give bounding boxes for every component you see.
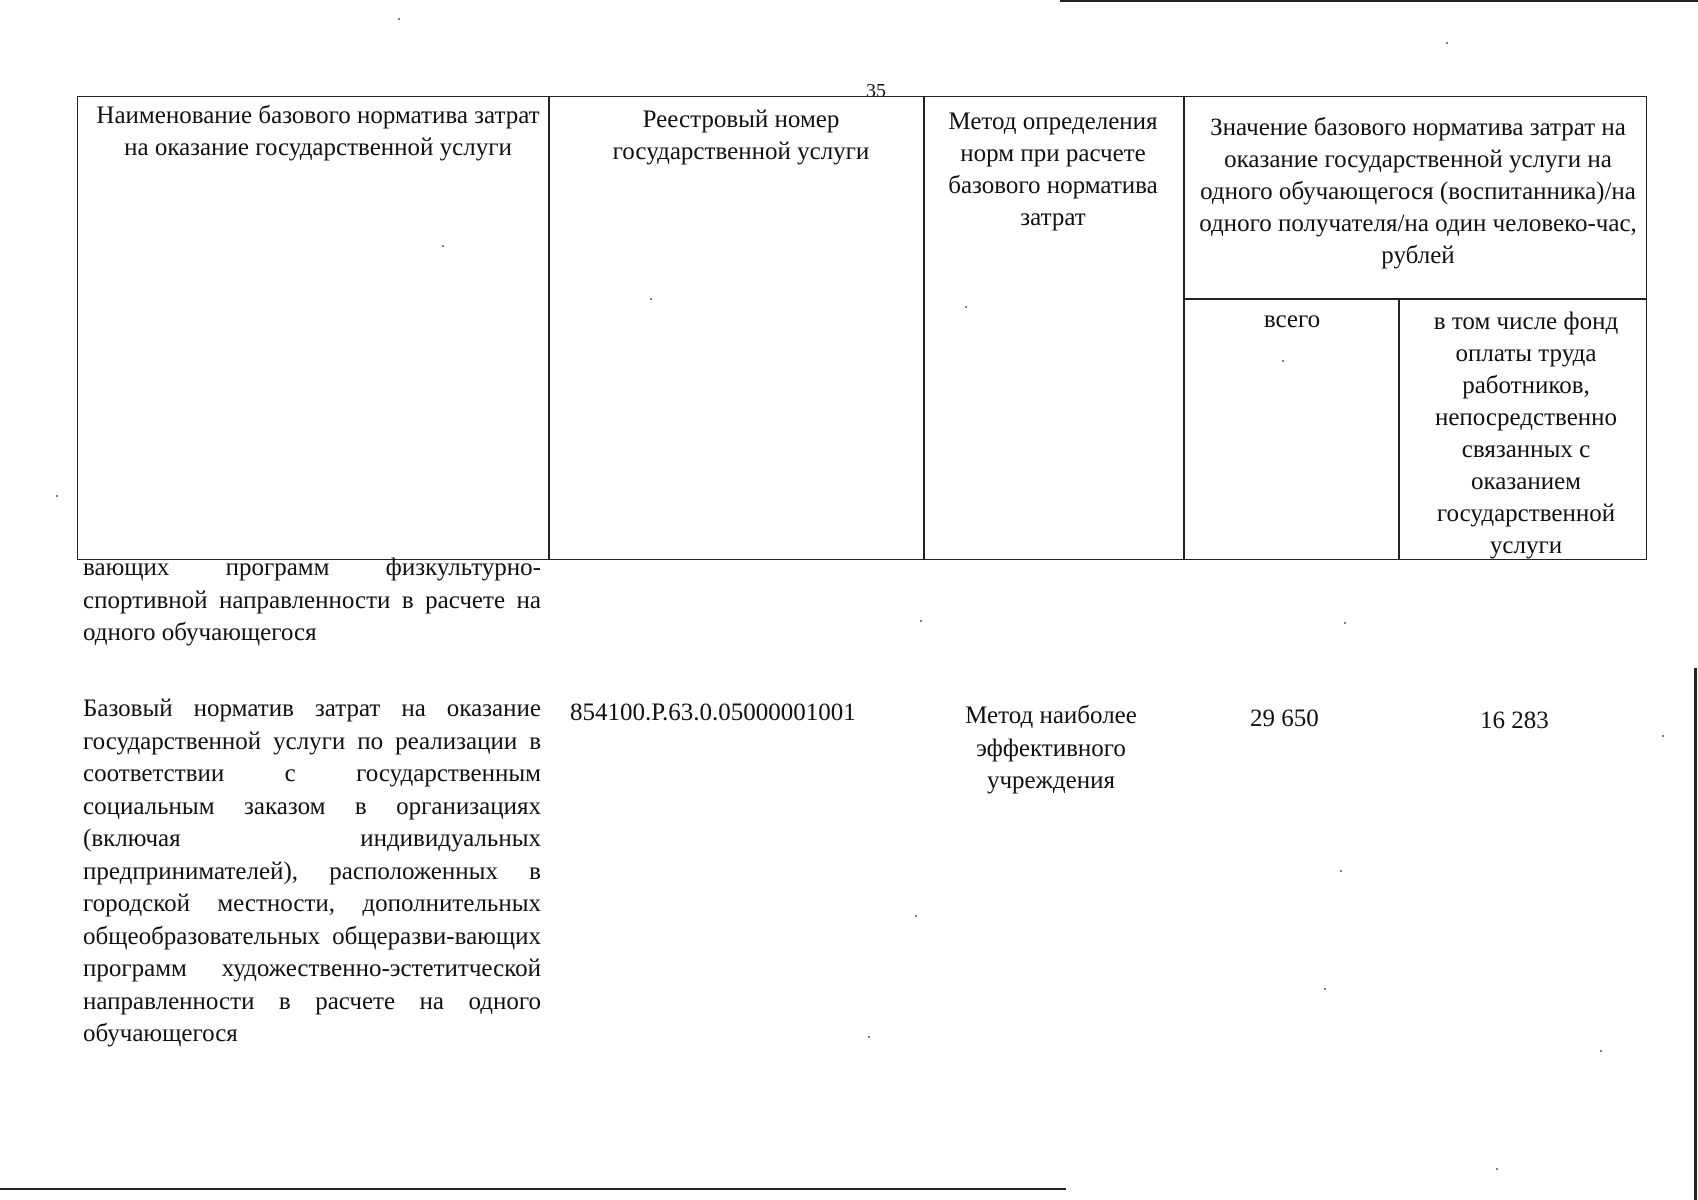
- scan-speck: [442, 245, 444, 247]
- header-registry-number: Реестровый номер государственной услуги: [612, 106, 870, 165]
- header-name: Наименование базового норматива затрат на оказание государственной услуги: [96, 102, 540, 161]
- scan-edge-right: [1694, 668, 1697, 1200]
- header-value-total: всего: [1263, 306, 1321, 333]
- header-value-payroll: в том числе фонд оплаты труда работников, непосредственно связанных с оказанием государственной услуги: [1433, 308, 1619, 559]
- scan-speck: [1344, 622, 1346, 624]
- scan-speck: [915, 915, 917, 917]
- scan-speck: [56, 495, 58, 497]
- row-method: Метод наиболее эффективного учреждения: [965, 702, 1137, 794]
- scan-speck: [920, 620, 922, 622]
- scan-speck: [868, 1036, 870, 1038]
- row-name: Базовый норматив затрат на оказание государственной услуги по реализации в соответствии с государственным социальным заказом в организациях (включая индивидуальных предпринимателей), расположенных в городской местности, дополнительных общеобразовательных общеразви-вающих программ художественно-эстетитческой направленности в расчете на одного обучающегося: [83, 695, 541, 1047]
- scan-speck: [1340, 870, 1342, 872]
- header-value-group: Значение базового норматива затрат на оказание государственной услуги на одного обучающегося (воспитанника)/на одного получателя/на один человеко-час, рублей: [1199, 114, 1637, 269]
- scan-speck: [965, 306, 967, 308]
- page-number: 35: [866, 80, 886, 102]
- col-divider-1: [548, 96, 550, 560]
- row-registry-number: 854100.Р.63.0.05000001001: [570, 699, 856, 726]
- scan-speck: [1324, 988, 1326, 990]
- scan-edge-bottom: [0, 1188, 1066, 1190]
- row-value-payroll: 16 283: [1480, 707, 1549, 734]
- scan-speck: [1282, 360, 1284, 362]
- scan-edge-top: [1060, 0, 1698, 2]
- col-divider-3: [1183, 96, 1185, 560]
- scan-speck: [1496, 1168, 1498, 1170]
- scan-speck: [1662, 735, 1664, 737]
- scan-speck: [1600, 1050, 1602, 1052]
- scan-speck: [1446, 42, 1448, 44]
- scan-speck: [650, 298, 652, 300]
- continued-row-text: вающих программ физкультурно-спортивной направленности в расчете на одного обучающегося: [83, 554, 541, 646]
- row-value-total: 29 650: [1250, 705, 1319, 732]
- header-method: Метод определения норм при расчете базового норматива затрат: [948, 108, 1158, 231]
- col-divider-4: [1398, 298, 1400, 560]
- subheader-divider: [1183, 298, 1647, 300]
- scan-speck: [398, 18, 400, 20]
